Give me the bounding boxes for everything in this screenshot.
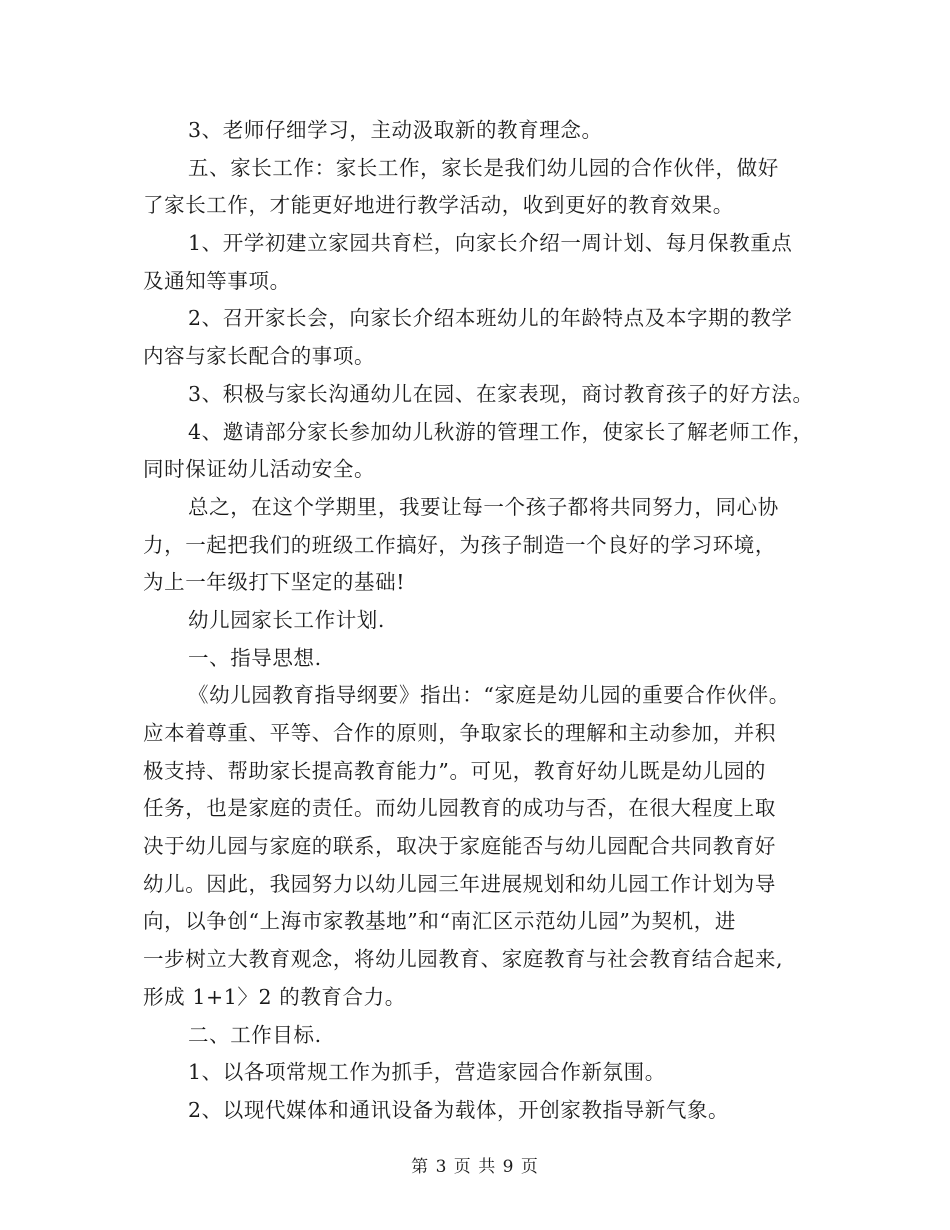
text-line: 《幼儿园教育指导纲要》指出：“家庭是幼儿园的重要合作伙伴。 [188,683,790,708]
text-line: 为上一年级打下坚定的基础! [143,570,406,595]
text-line: 2、召开家长会，向家长介绍本班幼儿的年龄特点及本字期的教学 [188,306,793,331]
text-line: 向，以争创“上海市家教基地”和“南汇区示范幼儿园”为契机，进 [143,909,736,934]
text-line: 3、积极与家长沟通幼儿在园、在家表现，商讨教育孩子的好方法。 [188,381,814,406]
text-line: 应本着尊重、平等、合作的原则，争取家长的理解和主动参加，并积 [143,721,776,745]
text-line: 五、家长工作：家长工作，家长是我们幼儿园的合作伙伴，做好 [188,155,779,180]
text-line: 了家长工作，才能更好地进行教学活动，收到更好的教育效果。 [143,193,734,218]
text-line: 极支持、帮助家长提高教育能力”。可见，教育好幼儿既是幼儿园的 [143,758,766,783]
text-line: 3、老师仔细学习，主动汲取新的教育理念。 [188,118,603,142]
text-line: 决于幼儿园与家庭的联系，取决于家庭能否与幼儿园配合共同教育好 [143,834,776,859]
page-number-footer: 第 3 页 共 9 页 [411,1157,539,1177]
text-line: 任务，也是家庭的责任。而幼儿园教育的成功与否，在很大程度上取 [143,796,776,821]
text-line: 总之，在这个学期里，我要让每一个孩子都将共同努力，同心协 [188,494,779,519]
text-line: 及通知等事项。 [143,268,291,293]
section-heading: 幼儿园家长工作计划. [188,607,386,632]
section-heading: 二、工作目标. [188,1022,322,1047]
text-line: 同时保证幼儿活动安全。 [143,457,376,482]
text-line: 一步树立大教育观念，将幼儿园教育、家庭教育与社会教育结合起来, [143,947,784,972]
text-line: 2、以现代媒体和通讯设备为载体，开创家教指导新气象。 [188,1097,730,1122]
text-line: 1、开学初建立家园共育栏，向家长介绍一周计划、每月保教重点 [188,231,793,256]
document-body [143,112,823,1130]
text-line: 1、以各项常规工作为抓手，营造家园合作新氛围。 [188,1060,666,1085]
text-line: 内容与家长配合的事项。 [143,344,376,369]
text-line: 力，一起把我们的班级工作搞好，为孩子制造一个良好的学习环境， [143,532,776,557]
text-line: 形成 1+1〉2 的教育合力。 [143,984,406,1009]
section-heading: 一、指导思想. [188,645,322,670]
text-line: 幼儿。因此，我园努力以幼儿园三年进展规划和幼儿园工作计划为导 [143,871,776,896]
text-line: 4、邀请部分家长参加幼儿秋游的管理工作，使家长了解老师工作， [188,419,814,444]
